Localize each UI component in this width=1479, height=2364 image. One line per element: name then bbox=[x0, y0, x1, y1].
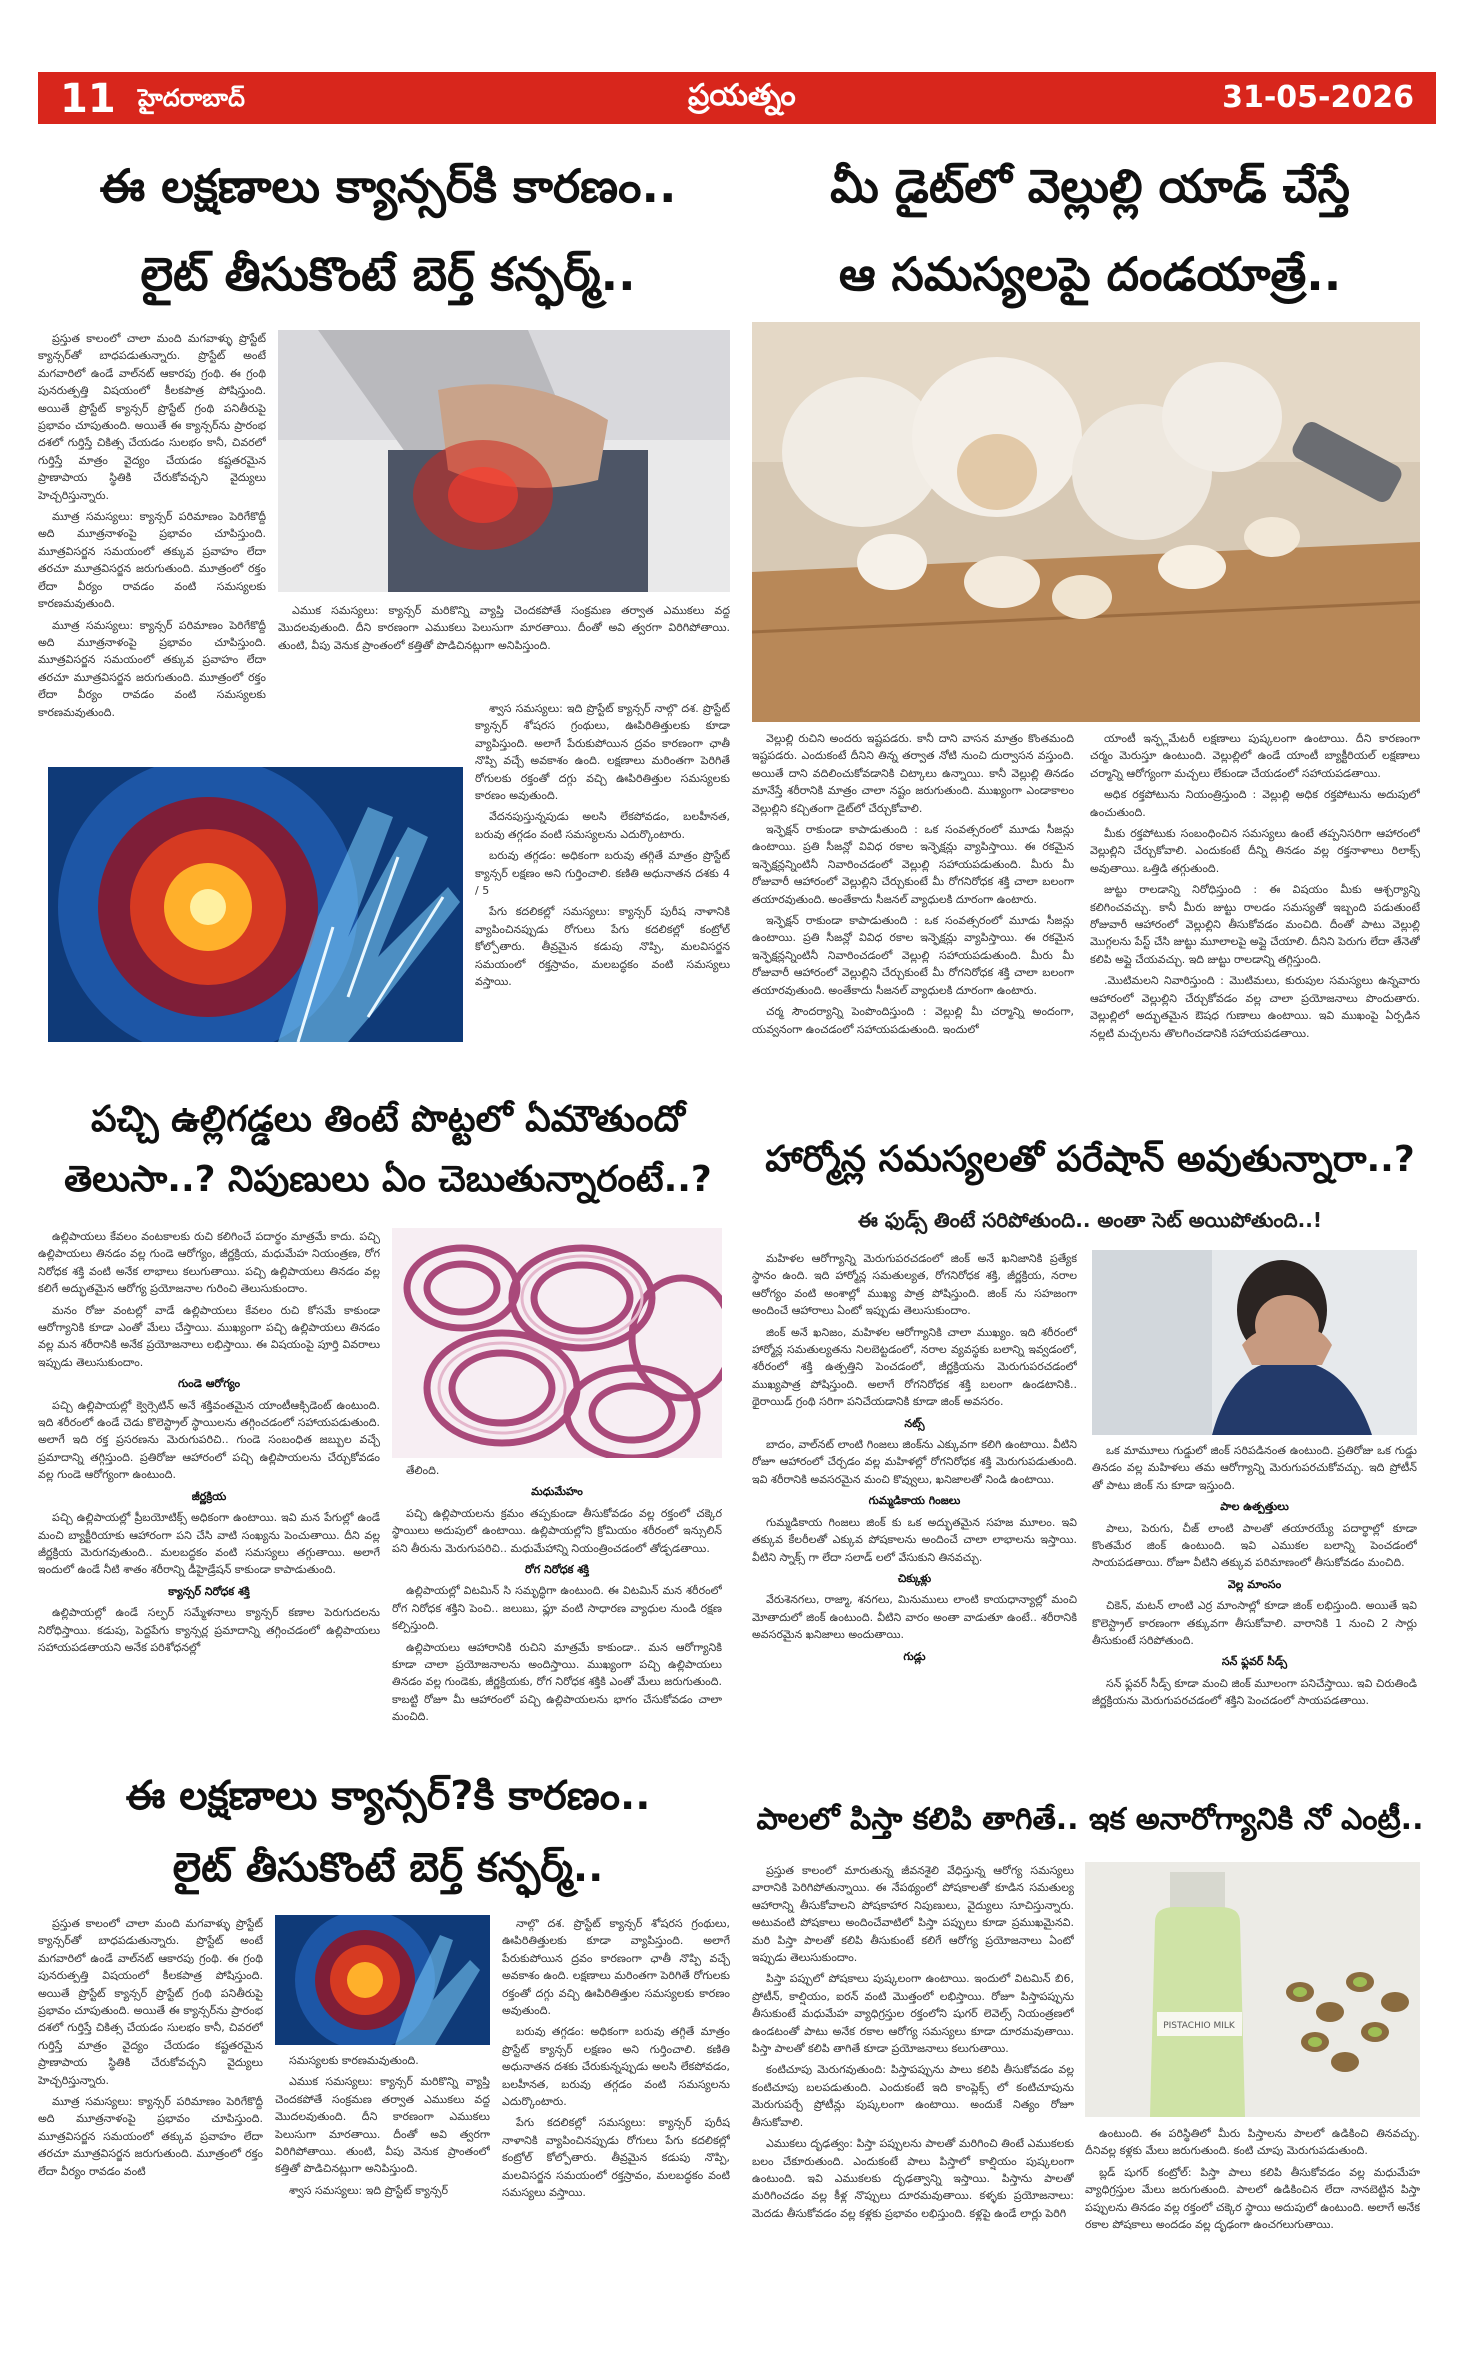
paragraph: ఉల్లిపాయల్లో ఉండే సల్ఫర్ సమ్మేళనాలు క్యాన్సర్ కణాల పెరుగుదలను నిరోధిస్తాయి. కడుపు, పెద్దపేగు క్యాన్సర్ల ప్రమాదాన్ని తగ్గించడంలో ఉల్లిపాయలు సహాయపడతాయని అనేక పరిశోధనల్లో bbox=[38, 1606, 380, 1654]
onion-column-1 bbox=[38, 1228, 380, 1838]
stressed-woman-photo bbox=[1092, 1250, 1417, 1435]
subheading-digestion: జీర్ణక్రియ bbox=[191, 1489, 227, 1503]
paragraph: మూత్ర సమస్యలు: క్యాన్సర్ పరిమాణం పెరిగేకొద్దీ అది మూత్రనాళంపై ప్రభావం చూపిస్తుంది. మూత్రవిసర్జన సమయంలో తక్కువ ప్రవాహం లేదా తరచూ మూత్రవిసర్జన జరుగుతుంది. మూత్రంలో రక్తం లేదా వీర్యం రావడం వంటి bbox=[38, 2095, 263, 2178]
paragraph: ఎముకలు దృఢత్వం: పిస్తా పప్పులను పాలతో మరిగించి తింటే ఎముకలకు బలం చేకూరుతుంది. ఎందుకంటే పాలు పిస్తాలో కాల్షియం పుష్కలంగా ఉంటుంది. ఇవి ఎముకలకు దృఢత్వాన్ని ఇస్తాయి. పిస్తాను పాలతో మరిగించడం వల్ల కీళ్ల నొప్పులు దూరమవుతాయి. కళ్ళకు ప్రయోజనాలు: మెదడు తీసుకోవడం వల్ల కళ్లకు ప్రభావం లభిస్తుంది. కళ్లపై ఉండే లార్లు పెరిగి bbox=[752, 2137, 1074, 2220]
garlic-headline-line2: ఆ సమస్యలపై దండయాత్రే.. bbox=[838, 247, 1342, 301]
pistachio-column-1 bbox=[752, 1862, 1074, 2327]
paragraph: జింక్ అనే ఖనిజం, మహిళల ఆరోగ్యానికి చాలా ముఖ్యం. ఇది శరీరంలో హార్మోన్ల సమతుల్యతను నిలబెట్టడంలో, నరాల వ్యవస్థకు బలాన్ని ఇవ్వడంలో, శరీరంలో శక్తి ఉత్పత్తిని పెంచడంలో, జీర్ణక్రియను మెరుగుపరచడంలో ముఖ్యపాత్ర పోషిస్తుంది. అలాగే రోగనిరోధక శక్తి బలంగా ఉండటానికి.. థైరాయిడ్ గ్రంథి సరిగా పనిచేయడానికి కూడా జింక్ అవసరం. bbox=[752, 1325, 1077, 1409]
bottle-label-text: PISTACHIO MILK bbox=[1163, 2021, 1235, 2031]
paragraph: గుమ్మడికాయ గింజలు జింక్ కు ఒక అద్భుతమైన సహజ మూలం. ఇవి తక్కువ కేలరీలతో ఎక్కువ పోషకాలను అందించే చాలా లాభాలను ఇస్తాయి. వీటిని స్నాక్స్ గా లేదా సలాడ్ లలో వేసుకుని తినవచ్చు. bbox=[752, 1515, 1077, 1564]
city-label: హైదరాబాద్ bbox=[138, 84, 245, 112]
paragraph: ప్రస్తుత కాలంలో చాలా మంది మగవాళ్ళు ప్రొస్టేట్ క్యాన్సర్‌తో బాధపడుతున్నారు. ప్రొస్టేట్ అంటే మగవారిలో ఉండే వాల్‌నట్ ఆకారపు గ్రంథి. ఈ గ్రంథి పునరుత్పత్తి విషయంలో కీలకపాత్ర పోషిస్తుంది. అయితే ప్రొస్టేట్ క్యాన్సర్ ప్రొస్టేట్ గ్రంథి పనితీరుపై ప్రభావం చూపుతుంది. అయితే ఈ క్యాన్సర్‌ను ప్రారంభ దశలో గుర్తిస్తే చికిత్స చేయడం సులభం కానీ, చివరలో గుర్తిస్తే మాత్రం వైద్యం చేయడం కష్టతరమైన ప్రాణాపాయ స్థితికి చేరుకోవచ్చని వైద్యులు హెచ్చరిస్తున్నారు. bbox=[38, 1917, 263, 2087]
subheading-heart-health: గుండె ఆరోగ్యం bbox=[177, 1377, 241, 1391]
paragraph: వేరుశెనగలు, రాజ్మా, శనగలు, మినుములు లాంటి కాయధాన్యాల్లో మంచి మోతాదులో జింక్ ఉంటుంది. వీటిని వారం అంతా వాడుతూ ఉంటే.. శరీరానికి అవసరమైన ఖనిజాలు అందుతాయి. bbox=[752, 1593, 1077, 1642]
garlic-column-1 bbox=[752, 730, 1074, 1090]
paragraph: నాల్గొ దశ. ప్రొస్టేట్ క్యాన్సర్ శోషరస గ్రంథులు, ఊపిరితిత్తులకు కూడా వ్యాపిస్తుంది. అలాగే పేరుకుపోయిన ద్రవం కారణంగా ఛాతీ నొప్పి వచ్చే అవకాశం ఉంది. లక్షణాలు మరింతగా పెరిగితే రోగులకు రక్తంతో దగ్గు వచ్చి ఊపిరితిత్తుల సమస్యలకు కారణం అవుతుంది. bbox=[502, 1917, 730, 2018]
cancer-top-column-2a bbox=[278, 602, 730, 698]
paragraph: చికెన్, మటన్ లాంటి ఎర్ర మాంసాల్లో కూడా జింక్ లభిస్తుంది. అయితే ఇవి కొలెస్ట్రాల్ కారణంగా తక్కువగా తీసుకోవాలి. వారానికి 1 నుంచి 2 సార్లు తీసుకుంటే సరిపోతుంది. bbox=[1092, 1599, 1417, 1648]
hormone-headline: హార్మోన్ల సమస్యలతో పరేషాన్ అవుతున్నారా..? bbox=[765, 1139, 1415, 1180]
paragraph: సమస్యలకు కారణమవుతుంది. bbox=[289, 2054, 419, 2067]
paragraph: వెల్లుల్లి రుచిని అందరు ఇష్టపడరు. కానీ దాని వాసన మాత్రం కొంతమంది ఇష్టపడరు. ఎందుకంటే దీనిని తిన్న తర్వాత నోటి నుంచి దుర్వాసన వస్తుంది. అయితే దాని వదిలించుకోవడానికి చిట్కాలు ఉన్నాయి. కానీ వెల్లుల్లి తినడం మానేస్తే శరీరానికి మాత్రం చాలా నష్టం జరుగుతుంది. ముఖ్యంగా ఎండాకాలం వెల్లుల్లిని కచ్చితంగా డైట్‌లో చేర్చుకోవాలి. bbox=[752, 732, 1074, 815]
paragraph: పేగు కదలికల్లో సమస్యలు: క్యాన్సర్ పురీష నాళానికి వ్యాపించినప్పుడు రోగులు పేగు కదలికల్లో కంట్రోల్ కోల్పోతారు. తీవ్రమైన కడుపు నొప్పి, మలవిసర్జన సమయంలో రక్తస్రావం, మలబద్ధకం వంటి సమస్యలు వస్తాయి. bbox=[502, 2116, 730, 2200]
garlic-column-2 bbox=[1090, 730, 1420, 1090]
red-onion-rings-photo bbox=[392, 1228, 722, 1458]
brand-logo: ప్రయత్నం bbox=[688, 78, 796, 113]
subheading-meat: వెల్ల మాంసం bbox=[1227, 1577, 1282, 1591]
paragraph: ఇన్ఫెక్షన్ రాకుండా కాపాడుతుంది : ఒక సంవత్సరంలో మూడు సీజన్లు ఉంటాయి. ప్రతి సీజన్లో వివిధ రకాల ఇన్ఫెక్షన్లు వ్యాపిస్తాయి. ఈ రకమైన ఇన్ఫెక్షన్లన్నింటినీ నివారించడంలో వెల్లుల్లి సహాయపడుతుంది. మీరు మీ రోజువారీ ఆహారంలో వెల్లుల్లిని చేర్చుకుంటే మీ రోగనిరోధక శక్తి చాలా బలంగా తయారవుతుంది. అంతేకాదు సీజనల్ వ్యాధులకి దూరంగా ఉంటారు. bbox=[752, 914, 1074, 997]
onion-headline-line2: తెలుసా..? నిపుణులు ఏం చెబుతున్నారంటే..? bbox=[64, 1159, 712, 1200]
paragraph: ఎముక సమస్యలు: క్యాన్సర్ మరికొన్ని వ్యాప్తి చెందకపోతే సంక్రమణ తర్వాత ఎముకలు వద్ద మొదలవుతుంది. దీని కారణంగా ఎముకలు పెలుసుగా మారతాయి. దీంతో అవి త్వరగా విరిగిపోతాయి. తుంటి, వీపు వెనుక ప్రాంతంలో కత్తితో పొడిచినట్లుగా అనిపిస్తుంది. bbox=[278, 604, 730, 652]
paragraph: జుట్టు రాలడాన్ని నిరోధిస్తుంది : ఈ విషయం మీకు ఆశ్చర్యాన్ని కలిగించవచ్చు. కానీ మీరు జుట్టు రాలడం సమస్యతో ఇబ్బంది పడుతుంటే రోజువారీ ఆహారంలో వెల్లుల్లిని తీసుకోవడం మంచిది. దీంతో పాటు వెల్లుల్లి మొగ్గలను పేస్ట్ చేసి జుట్టు మూలాలపై అప్లై చేయాలి. దీనిని పెరుగు లేదా తేనెతో కలిపి అప్లై చేయవచ్చు. ఇది జుట్టు రాలడాన్ని తగ్గిస్తుంది. bbox=[1090, 883, 1420, 966]
paragraph: శ్వాస సమస్యలు: ఇది ప్రొస్టేట్ క్యాన్సర్ నాల్గొ దశ. ప్రొస్టేట్ క్యాన్సర్ శోషరస గ్రంథులు, ఊపిరితిత్తులకు కూడా వ్యాపిస్తుంది. అలాగే పేరుకుపోయిన ద్రవం కారణంగా ఛాతీ నొప్పి వచ్చే అవకాశం ఉంది. లక్షణాలు మరింతగా పెరిగితే రోగులకు రక్తంతో దగ్గు వచ్చి ఊపిరితిత్తుల సమస్యలకు కారణం అవుతుంది. bbox=[475, 702, 730, 803]
paragraph: ఉల్లిపాయలు ఆహారానికి రుచిని మాత్రమే కాకుండా.. మన ఆరోగ్యానికి కూడా చాలా ప్రయోజనాలను అందిస్తాయి. ముఖ్యంగా పచ్చి ఉల్లిపాయలు తినడం వల్ల గుండెకు, జీర్ణక్రియకు, రోగ నిరోధక శక్తికి ఎంతో మేలు జరుగుతుంది. కాబట్టి రోజూ మీ ఆహారంలో పచ్చి ఉల్లిపాయలను భాగం చేసుకోవడం చాలా మంచిది. bbox=[392, 1640, 722, 1724]
subheading-dairy: పాల ఉత్పత్తులు bbox=[1220, 1500, 1289, 1514]
subheading-eggs: గుడ్లు bbox=[903, 1649, 926, 1663]
masthead-bar bbox=[38, 72, 1436, 124]
paragraph: ప్రస్తుత కాలంలో మారుతున్న జీవనశైలి వేధిస్తున్న ఆరోగ్య సమస్యలు వారానికి పెరిగిపోతున్నాయి. ఈ నేపథ్యంలో పోషకాలతో కూడిన సమతుల్య ఆహారాన్ని తీసుకోవాలని పోషకాహార నిపుణులు, వైద్యులు సూచిస్తున్నారు. అటువంటి పోషకాలు అందించేవాటిలో పిస్తా పప్పులు కూడా ప్రముఖమైనవి. మరి పిస్తా పాలతో కలిపి తీసుకుంటే కలిగే ఆరోగ్య ప్రయోజనాలు ఏంటో ఇప్పుడు తెలుసుకుందాం. bbox=[752, 1864, 1074, 1965]
paragraph: తేలింది. bbox=[406, 1464, 440, 1477]
paragraph: ఇన్ఫెక్షన్ రాకుండా కాపాడుతుంది : ఒక సంవత్సరంలో మూడు సీజన్లు ఉంటాయి. ప్రతి సీజన్లో వివిధ రకాల ఇన్ఫెక్షన్లు వ్యాపిస్తాయి. ఈ రకమైన ఇన్ఫెక్షన్లన్నింటినీ నివారించడంలో వెల్లుల్లి సహాయపడుతుంది. మీరు మీ రోజువారీ ఆహారంలో వెల్లుల్లిని చేర్చుకుంటే మీ రోగనిరోధక శక్తి చాలా బలంగా తయారవుతుంది. అంతేకాదు సీజనల్ వ్యాధులకి దూరంగా ఉంటారు. bbox=[752, 823, 1074, 906]
paragraph: మహిళల ఆరోగ్యాన్ని మెరుగుపరచడంలో జింక్ అనే ఖనిజానికి ప్రత్యేక స్థానం ఉంది. ఇది హార్మోన్ల సమతుల్యత, రోగనిరోధక శక్తి, జీర్ణక్రియ, నరాల ఆరోగ్యం వంటి అంశాల్లో ముఖ్య పాత్ర పోషిస్తుంది. జింక్ ను సహజంగా అందించే ఆహారాలు ఏంటో ఇప్పుడు తెలుసుకుందాం. bbox=[752, 1252, 1077, 1318]
subheading-immunity: రోగ నిరోధక శక్తి bbox=[524, 1563, 590, 1577]
paragraph: వేదనపుస్తున్నపుడు అలసి లేకపోవడం, బలహీనత, బరువు తగ్గడం వంటి సమస్యలను ఎదుర్కొంటారు. bbox=[475, 810, 730, 841]
cancer-top-column-1 bbox=[38, 330, 266, 760]
paragraph: యాంటీ ఇన్ఫ్లమేటరీ లక్షణాలు పుష్కలంగా ఉంటాయి. దీని కారణంగా చర్మం మెరుస్తూ ఉంటుంది. వెల్లుల్లిలో ఉండే యాంటీ బ్యాక్టీరియల్ లక్షణాలు చర్మాన్ని ఆరోగ్యంగా మచ్చలు లేకుండా చేయడంలో సహాయపడతాయి. bbox=[1090, 732, 1420, 780]
paragraph: మనం రోజు వంటల్లో వాడే ఉల్లిపాయలు కేవలం రుచి కోసమే కాకుండా ఆరోగ్యానికి కూడా ఎంతో మేలు చేస్తాయి. ముఖ్యంగా పచ్చి ఉల్లిపాయలు తినడం వల్ల మన శరీరానికి అనేక ప్రయోజనాలు లభిస్తాయి. ఈ విషయంపై పూర్తి వివరాలు ఇప్పుడు తెలుసుకుందాం. bbox=[38, 1303, 380, 1369]
cancer-top-column-2b bbox=[475, 700, 730, 1045]
cancer-bottom-column-2 bbox=[275, 2052, 490, 2324]
paragraph: పేగు కదలికల్లో సమస్యలు: క్యాన్సర్ పురీష నాళానికి వ్యాపించినప్పుడు రోగులు పేగు కదలికల్లో కంట్రోల్ కోల్పోతారు. తీవ్రమైన కడుపు నొప్పి, మలవిసర్జన సమయంలో రక్తస్రావం, మలబద్ధకం వంటి సమస్యలు వస్తాయి. bbox=[475, 905, 730, 989]
cancer-top-headline-line2: లైట్ తీసుకొంటే బెర్త్ కన్ఫర్మ్.. bbox=[140, 247, 636, 301]
subheading-diabetes: మధుమేహం bbox=[531, 1485, 583, 1499]
paragraph: ప్రస్తుత కాలంలో చాలా మంది మగవాళ్ళు ప్రొస్టేట్ క్యాన్సర్‌తో బాధపడుతున్నారు. ప్రొస్టేట్ అంటే మగవారిలో ఉండే వాల్‌నట్ ఆకారపు గ్రంథి. ఈ గ్రంథి పునరుత్పత్తి విషయంలో కీలకపాత్ర పోషిస్తుంది. అయితే ప్రొస్టేట్ క్యాన్సర్ ప్రొస్టేట్ గ్రంథి పనితీరుపై ప్రభావం చూపుతుంది. అయితే ఈ క్యాన్సర్‌ను ప్రారంభ దశలో గుర్తిస్తే చికిత్స చేయడం సులభం కానీ, చివరలో గుర్తిస్తే మాత్రం వైద్యం చేయడం కష్టతరమైన ప్రాణాపాయ స్థితికి చేరుకోవచ్చని వైద్యులు హెచ్చరిస్తున్నారు. bbox=[38, 332, 266, 502]
cancer-top-headline-line1: ఈ లక్షణాలు క్యాన్సర్‌కి కారణం.. bbox=[99, 159, 677, 213]
subheading-nuts: నట్స్ bbox=[904, 1416, 925, 1430]
garlic-headline-line1: మీ డైట్‌లో వెల్లుల్లి యాడ్ చేస్తే bbox=[830, 159, 1350, 213]
paragraph: అధిక రక్తపోటును నియంత్రిస్తుంది : వెల్లుల్లి అధిక రక్తపోటును అదుపులో ఉంచుతుంది. bbox=[1090, 788, 1420, 819]
cancer-bottom-column-1 bbox=[38, 1915, 263, 2325]
paragraph: సన్ ఫ్లవర్ సీడ్స్ కూడా మంచి జింక్ మూలంగా పనిచేస్తాయి. ఇవి చిరుతిండి జీర్ణక్రియను మెరుగుపరచడంలో శక్తిని పెంచడంలో సాయపడతాయి. bbox=[1092, 1676, 1417, 1708]
pistachio-headline: పాలలో పిస్తా కలిపి తాగితే.. ఇక అనారోగ్యానికి నో ఎంట్రీ.. bbox=[756, 1802, 1424, 1837]
paragraph: బరువు తగ్గడం: అధికంగా బరువు తగ్గితే మాత్రం ప్రొస్టేట్ క్యాన్సర్ లక్షణం అని గుర్తించాలి. కణితి అధునాతన దశకు చేరుకున్నప్పుడు అలసి లేకపోవడం, బలహీనత, బరువు తగ్గడం వంటి సమస్యలను ఎదుర్కొంటారు. bbox=[502, 2025, 730, 2109]
paragraph: ఒక మామూలు గుడ్డులో జింక్ సరిపడినంత ఉంటుంది. ప్రతిరోజు ఒక గుడ్డు తినడం వల్ల మహిళలు తమ ఆరోగ్యాన్ని మెరుగుపరచుకోవచ్చు. ఇది ప్రోటీన్ తో పాటు జింక్ ను కూడా ఇస్తుంది. bbox=[1092, 1444, 1417, 1492]
pistachio-column-2 bbox=[1085, 2125, 1420, 2325]
paragraph: కంటిచూపు మెరుగవుతుంది: పిస్తాపప్పును పాలు కలిపి తీసుకోవడం వల్ల కంటిచూపు బలపడుతుంది. ఎందుకంటే ఇది కాంప్లెక్స్ లో కంటిచూపును మెరుగుపర్చే ప్రోటీన్లు పుష్కలంగా ఉంటాయి. అందుకే నిత్యం రోజూ తీసుకోవాలి. bbox=[752, 2063, 1074, 2129]
paragraph: ఎముక సమస్యలు: క్యాన్సర్ మరికొన్ని వ్యాప్తి చెందకపోతే సంక్రమణ తర్వాత ఎముకలు వద్ద మొదలవుతుంది. దీని కారణంగా ఎముకలు పెలుసుగా మారతాయి. దీంతో అవి త్వరగా విరిగిపోతాయి. తుంటి, వీపు వెనుక ప్రాంతంలో కత్తితో పొడిచినట్లుగా అనిపిస్తుంది. bbox=[275, 2075, 490, 2176]
paragraph: బాదం, వాల్‌నట్ లాంటి గింజలు జింక్‌ను ఎక్కువగా కలిగి ఉంటాయి. వీటిని రోజూ ఆహారంలో చేర్చడం వల్ల మహిళల్లో రోగనిరోధక శక్తి మెరుగుపడుతుంది. ఇవి శరీరానికి అవసరమైన మంచి కొవ్వులు, ఖనిజాలతో నిండి ఉంటాయి. bbox=[752, 1438, 1077, 1486]
paragraph: మూత్ర సమస్యలు: క్యాన్సర్ పరిమాణం పెరిగేకొద్దీ అది మూత్రనాళంపై ప్రభావం చూపిస్తుంది. మూత్రవిసర్జన సమయంలో తక్కువ ప్రవాహం లేదా తరచూ మూత్రవిసర్జన జరుగుతుంది. మూత్రంలో రక్తం లేదా వీర్యం రావడం వంటి సమస్యలకు కారణమవుతుంది. bbox=[38, 618, 266, 719]
pistachio-milk-photo bbox=[1085, 1862, 1420, 2117]
cancer-bottom-column-3 bbox=[502, 1915, 730, 2325]
subheading-legumes: చిక్కుళ్లు bbox=[897, 1571, 932, 1585]
cancer-bottom-headline-line1: ఈ లక్షణాలు క్యాన్సర్?కి కారణం.. bbox=[125, 1773, 651, 1819]
paragraph: ఉల్లిపాయల్లో విటమిన్ సి సమృద్ధిగా ఉంటుంది. ఈ విటమిన్ మన శరీరంలో రోగ నిరోధక శక్తిని పెంచి.. జలుబు, ఫ్లూ వంటి సాధారణ వ్యాధుల నుండి రక్షణ కల్పిస్తుంది. bbox=[392, 1584, 722, 1633]
paragraph: ఉల్లిపాయలు కేవలం వంటకాలకు రుచి కలిగించే పదార్థం మాత్రమే కాదు. పచ్చి ఉల్లిపాయలు తినడం వల్ల గుండె ఆరోగ్యం, జీర్ణక్రియ, మధుమేహ నియంత్రణ, రోగ నిరోధక శక్తి వంటి అనేక లాభాలు కలుగుతాయి. పచ్చి ఉల్లిపాయలు తినడం వల్ల కలిగే అద్భుతమైన ఆరోగ్య ప్రయోజనాల గురించి తెలుసుకుందాం. bbox=[38, 1230, 380, 1296]
subheading-pumpkin-seeds: గుమ్మడికాయ గింజలు bbox=[868, 1494, 961, 1508]
garlic-photo bbox=[752, 322, 1420, 722]
subheading-sunflower-seeds: సన్ ఫ్లవర్ సీడ్స్ bbox=[1221, 1655, 1288, 1669]
paragraph: పాలు, పెరుగు, చీజ్ లాంటి పాలతో తయారయ్యే పదార్థాల్లో కూడా కొంతమేర జింక్ ఉంటుంది. ఇవి ఎముకల బలాన్ని పెంచడంలో సాయపడతాయి. రోజూ వీటిని తక్కువ పరిమాణంలో తీసుకోవడం మంచిది. bbox=[1092, 1521, 1417, 1570]
paragraph: చర్మ సౌందర్యాన్ని పెంపొందిస్తుంది : వెల్లుల్లి మీ చర్మాన్ని అందంగా, యవ్వనంగా ఉంచడంలో సహాయపడుతుంది. ఇందులో bbox=[752, 1005, 1074, 1036]
paragraph: ఉంటుంది. ఈ పరిస్థితిలో మీరు పిస్తాలను పాలలో ఉడికించి తినవచ్చు. దీనివల్ల కళ్లకు మేలు జరుగుతుంది. కంటి చూపు మెరుగుపడుతుంది. bbox=[1085, 2127, 1420, 2158]
paragraph: మీకు రక్తపోటుకు సంబంధించిన సమస్యలు ఉంటే తప్పనిసరిగా ఆహారంలో వెల్లుల్లిని చేర్చుకోవాలి. ఎందుకంటే దీన్ని తినడం వల్ల రక్తనాళాలు రిలాక్స్ అవుతాయి. ఒత్తిడి తగ్గుతుంది. bbox=[1090, 827, 1420, 875]
paragraph: పిస్తా పప్పులో పోషకాలు పుష్కలంగా ఉంటాయి. ఇందులో విటమిన్ బి6, ప్రోటీన్, కాల్షియం, ఐరన్ వంటి మొత్తంలో లభిస్తాయి. రోజూ పిస్తాపప్పును తీసుకుంటే మధుమేహ వ్యాధిగ్రస్తుల రక్తంలోని షుగర్ లెవెల్స్ నియంత్రణలో ఉండటంతో పాటు అనేక రకాల ఆరోగ్య సమస్యలు కూడా దూరమవుతాయి. పిస్తా పాలతో కలిపి తాగితే కూడా ప్రయోజనాలు కలుగుతాయి. bbox=[752, 1972, 1074, 2056]
page-number: 11 bbox=[60, 76, 116, 122]
paragraph: పచ్చి ఉల్లిపాయలను క్రమం తప్పకుండా తీసుకోవడం వల్ల రక్తంలో చక్కెర స్థాయిలు అదుపులో ఉంటాయి. ఉల్లిపాయల్లోని క్రోమియం శరీరంలో ఇన్సులిన్ పని తీరును మెరుగుపరిచి.. మధుమేహాన్ని నియంత్రించడంలో తోడ్పడతాయి. bbox=[392, 1506, 722, 1555]
paragraph: మూత్ర సమస్యలు: క్యాన్సర్ పరిమాణం పెరిగేకొద్దీ అది మూత్రనాళంపై ప్రభావం చూపిస్తుంది. మూత్రవిసర్జన సమయంలో తక్కువ ప్రవాహం లేదా తరచూ మూత్రవిసర్జన జరుగుతుంది. మూత్రంలో రక్తం లేదా వీర్యం రావడం వంటి సమస్యలకు కారణమవుతుంది. bbox=[38, 510, 266, 611]
subheading-cancer-resistance: క్యాన్సర్ నిరోధక శక్తి bbox=[168, 1584, 250, 1598]
paragraph: పచ్చి ఉల్లిపాయల్లో ప్రీబయోటిక్స్ అధికంగా ఉంటాయి. ఇవి మన పేగుల్లో ఉండే మంచి బ్యాక్టీరియాకు ఆహారంగా పని చేసి వాటి సంఖ్యను పెంచుతాయి. దీని వల్ల జీర్ణక్రియ మెరుగవుతుంది.. మలబద్ధకం వంటి సమస్యలు తగ్గుతాయి. అలాగే ఇందులో ఉండే నీటి శాతం శరీరాన్ని డీహైడ్రేషన్ కాకుండా కాపాడుతుంది. bbox=[38, 1511, 380, 1577]
paragraph: శ్వాస సమస్యలు: ఇది ప్రొస్టేట్ క్యాన్సర్ bbox=[289, 2183, 448, 2197]
hormone-column-1 bbox=[752, 1250, 1077, 1870]
paragraph: బ్లడ్ షుగర్ కంట్రోల్: పిస్తా పాలు కలిపి తీసుకోవడం వల్ల మధుమేహ వ్యాధిగ్రస్తుల మేలు జరుగుతుంది. పాలలో ఉడికించిన లేదా నానబెట్టిన పిస్తా పప్పులను తినడం వల్ల రక్తంలో చక్కెర స్థాయి అదుపులో ఉంటుంది. అలాగే అనేక రకాల పోషకాలు అందడం వల్ల దృఢంగా ఉంచగలుగుతాయి. bbox=[1085, 2165, 1420, 2232]
paragraph: బరువు తగ్గడం: అధికంగా బరువు తగ్గితే మాత్రం ప్రొస్టేట్ క్యాన్సర్ లక్షణం అని గుర్తించాలి. కణితి అధునాతన దశకు 4 / 5 bbox=[475, 849, 730, 898]
xray-hand-illustration-small bbox=[275, 1915, 490, 2045]
issue-date: 31-05-2026 bbox=[1222, 80, 1414, 115]
abdominal-pain-photo bbox=[278, 330, 730, 592]
xray-hand-illustration bbox=[48, 767, 463, 1042]
onion-headline-line1: పచ్చి ఉల్లిగడ్డలు తింటే పొట్టలో ఏమౌతుందో bbox=[91, 1099, 685, 1140]
hormone-subheadline: ఈ ఫుడ్స్ తింటే సరిపోతుంది.. అంతా సెట్ అయిపోతుంది..! bbox=[858, 1208, 1322, 1232]
cancer-bottom-headline-line2: లైట్ తీసుకొంటే బెర్త్ కన్ఫర్మ్.. bbox=[172, 1845, 604, 1891]
paragraph: పచ్చి ఉల్లిపాయల్లో క్వెర్సెటిన్ అనే శక్తివంతమైన యాంటీఆక్సిడెంట్ ఉంటుంది. ఇది శరీరంలో ఉండే చెడు కొలెస్ట్రాల్ స్థాయిలను తగ్గించడంలో సహాయపడుతుంది. అలాగే ఇది రక్త ప్రసరణను మెరుగుపరిచి.. గుండె సంబంధిత జబ్బుల వచ్చే ప్రమాదాన్ని తగ్గిస్తుంది. ప్రతిరోజు ఆహారంలో పచ్చి ఉల్లిపాయలను చేర్చుకోవడం వల్ల గుండె ఆరోగ్యంగా ఉంటుంది. bbox=[38, 1398, 380, 1482]
paragraph: .మొటిమలని నివారిస్తుంది : మొటిమలు, కురుపుల సమస్యలు ఉన్నవారు ఆహారంలో వెల్లుల్లిని చేర్చుకోవడం వల్ల చాలా ప్రయోజనాలు పొందుతారు. వెల్లుల్లిలో అద్భుతమైన ఔషధ గుణాలు ఉంటాయి. ఇవి ముఖంపై ఏర్పడిన నల్లటి మచ్చలను తొలగించడానికి సహాయపడతాయి. bbox=[1090, 974, 1420, 1040]
